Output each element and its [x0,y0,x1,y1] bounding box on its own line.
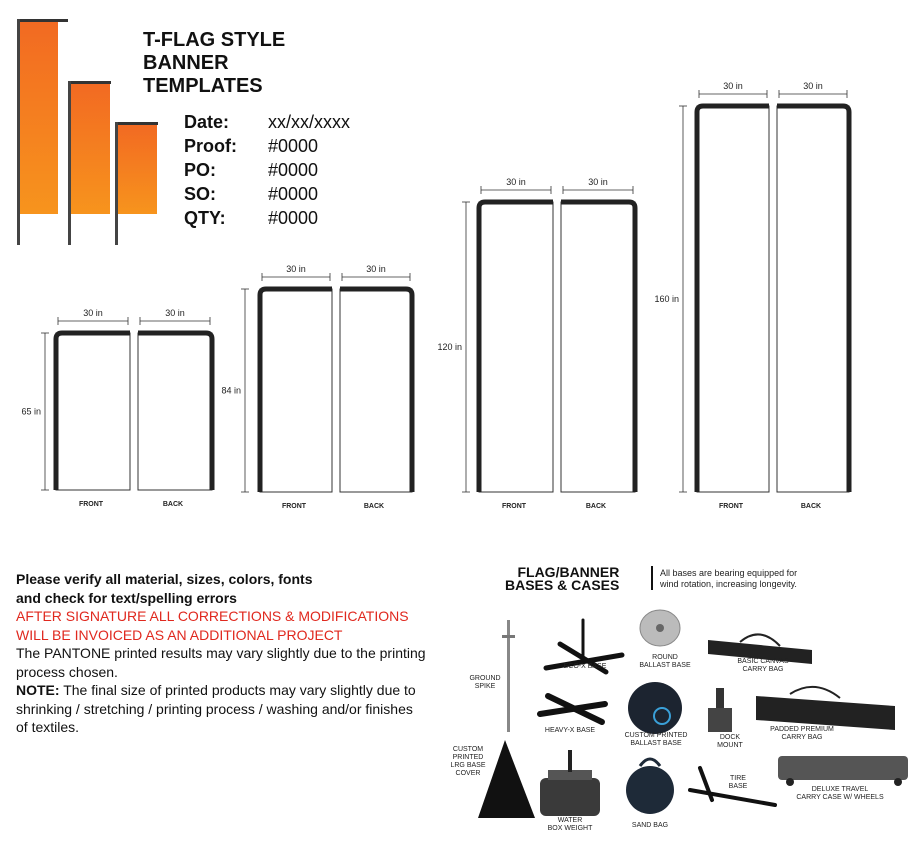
bases-note: All bases are bearing equipped for wind rotation, increasing longevity. [660,568,798,589]
template-3-back-panel-fabric [561,202,635,492]
template-2-back-label: BACK [363,503,385,510]
template-1-front-width-label: 30 in [83,308,103,318]
dock-mount-icon [708,688,732,732]
template-1-front-panel-fabric [56,333,130,490]
title-divider [651,566,653,590]
template-4-front-panel-fabric [697,106,769,492]
template-2-back-panel [340,289,412,492]
template-3-height-label: 120 in [437,342,462,352]
products-illustration [0,600,915,847]
template-1-back-panel-fabric [138,333,212,490]
water-box-icon [540,750,600,816]
template-3-front-panel-fabric [479,202,553,492]
printed-ballast-icon [628,682,682,734]
template-2-front-label: FRONT [281,503,307,510]
template-2-back-width-label: 30 in [366,264,386,274]
page-title: T-FLAG STYLE BANNER TEMPLATES [143,29,286,97]
template-4-height-label: 160 in [654,294,679,304]
template-3-back-label: BACK [585,503,607,510]
bases-title: FLAG/BANNER BASES & CASES [505,564,620,593]
label-water-box: WATER BOX WEIGHT [547,817,593,832]
label-lrg-base-cover: CUSTOM PRINTED LRG BASE COVER [450,746,486,777]
label-travel-case: DELUXE TRAVEL CARRY CASE W/ WHEELS [796,786,884,801]
template-2-back-panel-fabric [340,289,412,492]
label-round-ballast: ROUND BALLAST BASE [639,654,691,669]
template-4-front-panel [697,106,769,492]
heavy-x-base-icon [540,696,605,722]
template-4-back-label: BACK [800,503,822,510]
label-eco-x: ECO-X BASE [563,663,607,670]
template-3-back-panel [561,202,635,492]
template-2-front-panel-fabric [260,289,332,492]
verify-note: Please verify all material, sizes, colors, fonts and check for text/spelling errors [16,571,313,606]
template-2-height-label: 84 in [221,385,241,396]
pantone-note: The PANTONE printed results may vary slightly due to the printing process chosen. [16,645,426,680]
label-heavy-x: HEAVY-X BASE [544,727,596,734]
invoice-warning: AFTER SIGNATURE ALL CORRECTIONS & MODIFICATIONS WILL BE INVOICED AS AN ADDITIONAL PROJECT [16,608,409,643]
label-tire-base: TIRE BASE [728,775,748,790]
template-2-front-width-label: 30 in [286,264,306,274]
template-4-front-width-label: 30 in [723,81,743,91]
template-3-front-label: FRONT [501,503,527,510]
field-proof: Proof: #0000 [184,136,319,156]
field-date: Date: xx/xx/xxxx [184,112,351,132]
label-dock-mount: DOCK MOUNT [717,734,743,749]
size-note: NOTE: The final size of printed products may vary slightly due to shrinking / stretching / printing process / washing and/or finishes of textiles. [16,682,416,735]
template-1-back-panel [138,333,212,490]
template-1-back-width-label: 30 in [165,308,185,318]
label-sand-bag: SAND BAG [631,822,669,829]
template-3-back-width-label: 30 in [588,177,608,187]
round-ballast-icon [640,610,680,646]
field-qty: QTY: #0000 [184,208,319,228]
template-1-height-label: 65 in [21,406,41,417]
label-ground-spike: GROUND SPIKE [469,675,501,690]
template-4-front-label: FRONT [718,503,744,510]
template-1-back-label: BACK [162,501,184,508]
field-so: SO: #0000 [184,184,319,204]
label-padded-bag: PADDED PREMIUM CARRY BAG [770,726,834,741]
padded-bag-icon [756,687,895,730]
template-4-back-panel-fabric [777,106,849,492]
template-4-back-panel [777,106,849,492]
template-1-front-panel [56,333,130,490]
travel-case-icon [778,756,908,786]
sand-bag-icon [626,759,674,814]
label-canvas-bag: BASIC CANVAS CARRY BAG [737,658,789,673]
field-po: PO: #0000 [184,160,319,180]
label-printed-ballast: CUSTOM PRINTED BALLAST BASE [624,732,688,747]
template-4-back-width-label: 30 in [803,81,823,91]
template-3-front-width-label: 30 in [506,177,526,187]
template-2-front-panel [260,289,332,492]
template-3-front-panel [479,202,553,492]
template-1-front-label: FRONT [78,501,104,508]
